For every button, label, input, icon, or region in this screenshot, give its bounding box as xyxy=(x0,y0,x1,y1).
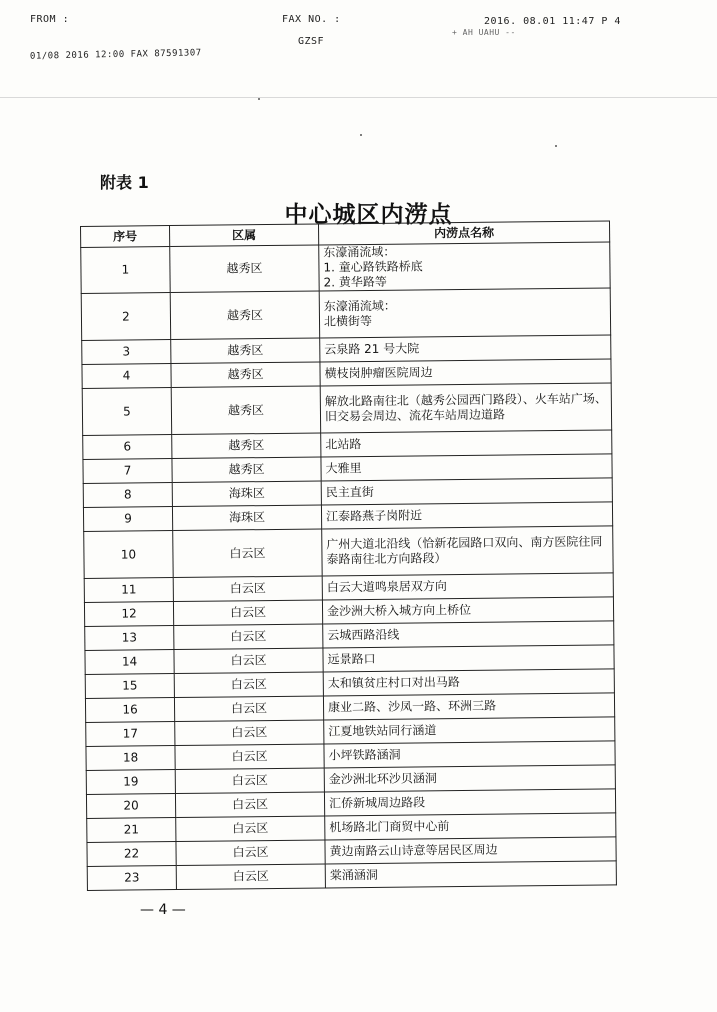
header-number: 序号 xyxy=(81,226,170,248)
row-district: 白云区 xyxy=(175,792,324,818)
row-location: 东濠涌流域： 北横街等 xyxy=(319,288,610,338)
row-number: 14 xyxy=(85,650,174,675)
row-location: 江泰路燕子岗附近 xyxy=(321,502,612,529)
page-number: — 4 — xyxy=(140,902,186,918)
header-location: 内涝点名称 xyxy=(318,221,609,245)
row-number: 8 xyxy=(83,483,172,508)
table-row xyxy=(87,861,616,891)
row-number: 11 xyxy=(84,578,173,603)
row-location: 金沙洲北环沙贝涵洞 xyxy=(324,765,615,792)
row-location: 白云大道鸣泉居双方向 xyxy=(322,573,613,600)
row-location: 棠涌涵洞 xyxy=(325,861,616,888)
row-location: 解放北路南往北（越秀公园西门路段）、火车站广场、旧交易会周边、流花车站周边道路 xyxy=(320,383,611,433)
row-district: 越秀区 xyxy=(172,457,321,483)
row-location: 小坪铁路涵洞 xyxy=(324,741,615,768)
scan-speck xyxy=(360,134,362,136)
row-number: 16 xyxy=(85,698,174,723)
row-district: 白云区 xyxy=(174,624,323,650)
row-number: 13 xyxy=(85,626,174,651)
row-district: 越秀区 xyxy=(171,338,320,364)
row-district: 白云区 xyxy=(174,672,323,698)
fax-sender-code: GZSF xyxy=(298,36,325,47)
scan-speck xyxy=(258,98,260,100)
row-district: 白云区 xyxy=(174,696,323,722)
row-district: 越秀区 xyxy=(172,433,321,459)
row-district: 白云区 xyxy=(176,840,325,866)
row-number: 10 xyxy=(84,531,173,579)
row-number: 6 xyxy=(83,435,172,460)
row-location: 广州大道北沿线（恰新花园路口双向、南方医院往同泰路南往北方向路段） xyxy=(322,526,613,576)
row-district: 越秀区 xyxy=(171,386,320,435)
row-district: 白云区 xyxy=(175,744,324,770)
row-location: 太和镇贫庄村口对出马路 xyxy=(323,669,614,696)
flood-points-table xyxy=(80,220,617,891)
row-location: 金沙洲大桥入城方向上桥位 xyxy=(322,597,613,624)
row-district: 白云区 xyxy=(175,720,324,746)
fax-datetime: 2016. 08.01 11:47 P 4 xyxy=(484,16,621,27)
row-district: 白云区 xyxy=(174,648,323,674)
row-district: 海珠区 xyxy=(172,505,321,531)
row-number: 3 xyxy=(82,340,171,365)
fax-noise-text: + AH UAHU -- xyxy=(452,28,516,37)
row-district: 白云区 xyxy=(176,816,325,842)
flood-points-table-container xyxy=(80,220,617,891)
row-district: 白云区 xyxy=(173,576,322,602)
row-location: 云城西路沿线 xyxy=(323,621,614,648)
fax-from-label: FROM : xyxy=(30,14,70,25)
row-number: 9 xyxy=(83,507,172,532)
row-number: 5 xyxy=(82,388,171,436)
row-district: 越秀区 xyxy=(171,362,320,388)
row-location: 黄边南路云山诗意等居民区周边 xyxy=(325,837,616,864)
table-row xyxy=(81,242,610,294)
row-location: 远景路口 xyxy=(323,645,614,672)
row-district: 白云区 xyxy=(173,600,322,626)
row-district: 越秀区 xyxy=(170,291,319,340)
row-number: 7 xyxy=(83,459,172,484)
row-district: 越秀区 xyxy=(170,245,319,293)
table-row xyxy=(82,383,611,436)
row-number: 2 xyxy=(81,293,170,341)
row-number: 21 xyxy=(87,818,176,843)
document-title: 中心城区内涝点 xyxy=(284,202,453,228)
row-location: 江夏地铁站同行涵道 xyxy=(324,717,615,744)
row-district: 海珠区 xyxy=(172,481,321,507)
row-number: 4 xyxy=(82,364,171,389)
header-district: 区属 xyxy=(170,224,319,247)
row-number: 18 xyxy=(86,746,175,771)
table-row xyxy=(81,288,610,341)
row-location: 东濠涌流域： 1. 童心路铁路桥底 2. 黄华路等 xyxy=(319,242,610,291)
row-district: 白云区 xyxy=(176,864,325,890)
row-location: 康业二路、沙凤一路、环洲三路 xyxy=(323,693,614,720)
table-body xyxy=(81,242,617,891)
row-number: 12 xyxy=(84,602,173,627)
scan-artifact-line xyxy=(0,97,717,98)
row-number: 1 xyxy=(81,247,170,294)
fax-number-label: FAX NO. : xyxy=(282,14,341,25)
row-location: 机场路北门商贸中心前 xyxy=(325,813,616,840)
row-number: 15 xyxy=(85,674,174,699)
row-district: 白云区 xyxy=(175,768,324,794)
row-location: 横枝岗肿瘤医院周边 xyxy=(320,359,611,386)
row-number: 19 xyxy=(86,770,175,795)
row-location: 民主直街 xyxy=(321,478,612,505)
row-number: 17 xyxy=(86,722,175,747)
appendix-label: 附表 1 xyxy=(100,173,149,192)
row-number: 20 xyxy=(86,794,175,819)
fax-second-header: 01/08 2016 12:00 FAX 87591307 xyxy=(29,48,202,62)
row-location: 云泉路 21 号大院 xyxy=(320,335,611,362)
row-number: 23 xyxy=(87,866,176,891)
row-location: 汇侨新城周边路段 xyxy=(324,789,615,816)
table-row xyxy=(84,526,613,579)
row-location: 大雅里 xyxy=(321,454,612,481)
row-number: 22 xyxy=(87,842,176,867)
row-location: 北站路 xyxy=(321,430,612,457)
scan-speck xyxy=(555,145,557,147)
row-district: 白云区 xyxy=(173,529,322,578)
